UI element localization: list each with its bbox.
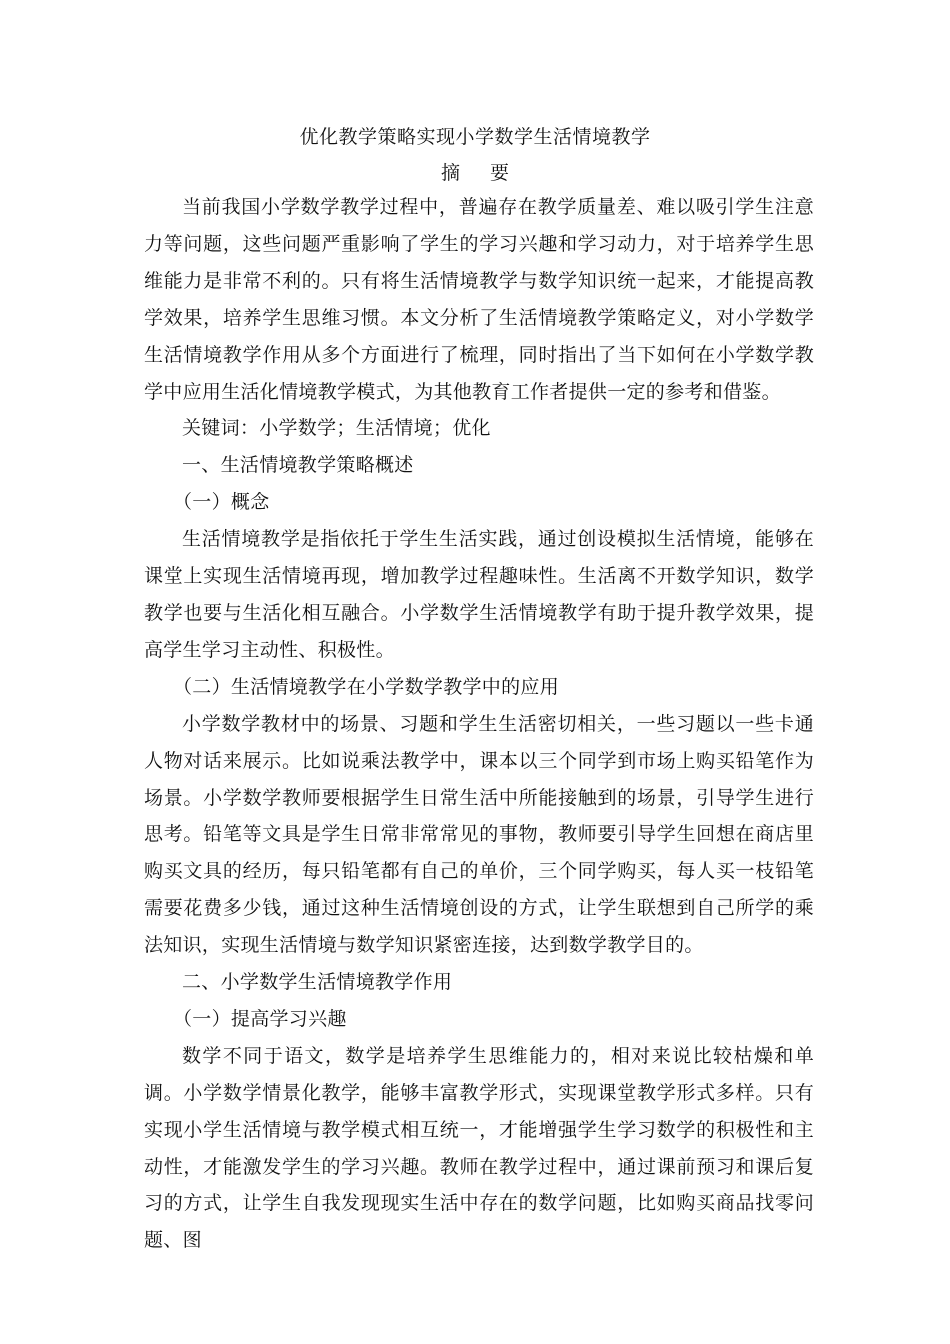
keywords-line: 关键词：小学数学；生活情境；优化 <box>182 417 491 440</box>
section-heading-1: 一、生活情境教学策略概述 <box>182 454 414 477</box>
document-title: 优化教学策略实现小学数学生活情境教学 <box>299 126 651 148</box>
subsection-heading-1-1: （一）概念 <box>173 491 270 514</box>
paragraph-1-2: 小学数学教材中的场景、习题和学生生活密切相关，一些习题以一些卡通人物对话来展示。比如说乘法教学中，课本以三个同学到市场上购买铅笔作为场景。小学数学教师要根据学生日常生活中所能接触到的场景，引导学生进行思考。铅笔等文具是学生日常非常常见的事物，教师要引导学生回想在商店里购买文具的经历，每只铅笔都有自己的单价，三个同学购买，每人买一枝铅笔需要花费多少钱，通过这种生活情境创设的方式，让学生联想到自己所学的乘法知识，实现生活情境与数学知识紧密连接，达到数学教学目的。 <box>144 712 814 957</box>
abstract-paragraph: 当前我国小学数学教学过程中，普遍存在教学质量差、难以吸引学生注意力等问题，这些问题严重影响了学生的学习兴趣和学习动力，对于培养学生思维能力是非常不利的。只有将生活情境教学与数学知识统一起来，才能提高教学效果，培养学生思维习惯。本文分析了生活情境教学策略定义，对小学数学生活情境教学作用从多个方面进行了梳理，同时指出了当下如何在小学数学教学中应用生活化情境教学模式，为其他教育工作者提供一定的参考和借鉴。 <box>144 196 814 403</box>
paragraph-1-1: 生活情境教学是指依托于学生生活实践，通过创设模拟生活情境，能够在课堂上实现生活情境再现，增加教学过程趣味性。生活离不开数学知识，数学教学也要与生活化相互融合。小学数学生活情境教学有助于提升教学效果，提高学生学习主动性、积极性。 <box>144 528 814 661</box>
section-heading-2: 二、小学数学生活情境教学作用 <box>182 971 453 994</box>
document-body <box>144 189 814 1259</box>
paragraph-2-1: 数学不同于语文，数学是培养学生思维能力的，相对来说比较枯燥和单调。小学数学情景化教学，能够丰富教学形式，实现课堂教学形式多样。只有实现小学生活情境与教学模式相互统一，才能增强学生学习数学的积极性和主动性，才能激发学生的学习兴趣。教师在教学过程中，通过课前预习和课后复习的方式，让学生自我发现现实生活中存在的数学问题，比如购买商品找零问题、图 <box>144 1044 814 1252</box>
abstract-heading: 摘要 <box>440 162 539 184</box>
subsection-heading-1-2: （二）生活情境教学在小学数学教学中的应用 <box>173 675 560 698</box>
subsection-heading-2-1: （一）提高学习兴趣 <box>173 1007 347 1030</box>
